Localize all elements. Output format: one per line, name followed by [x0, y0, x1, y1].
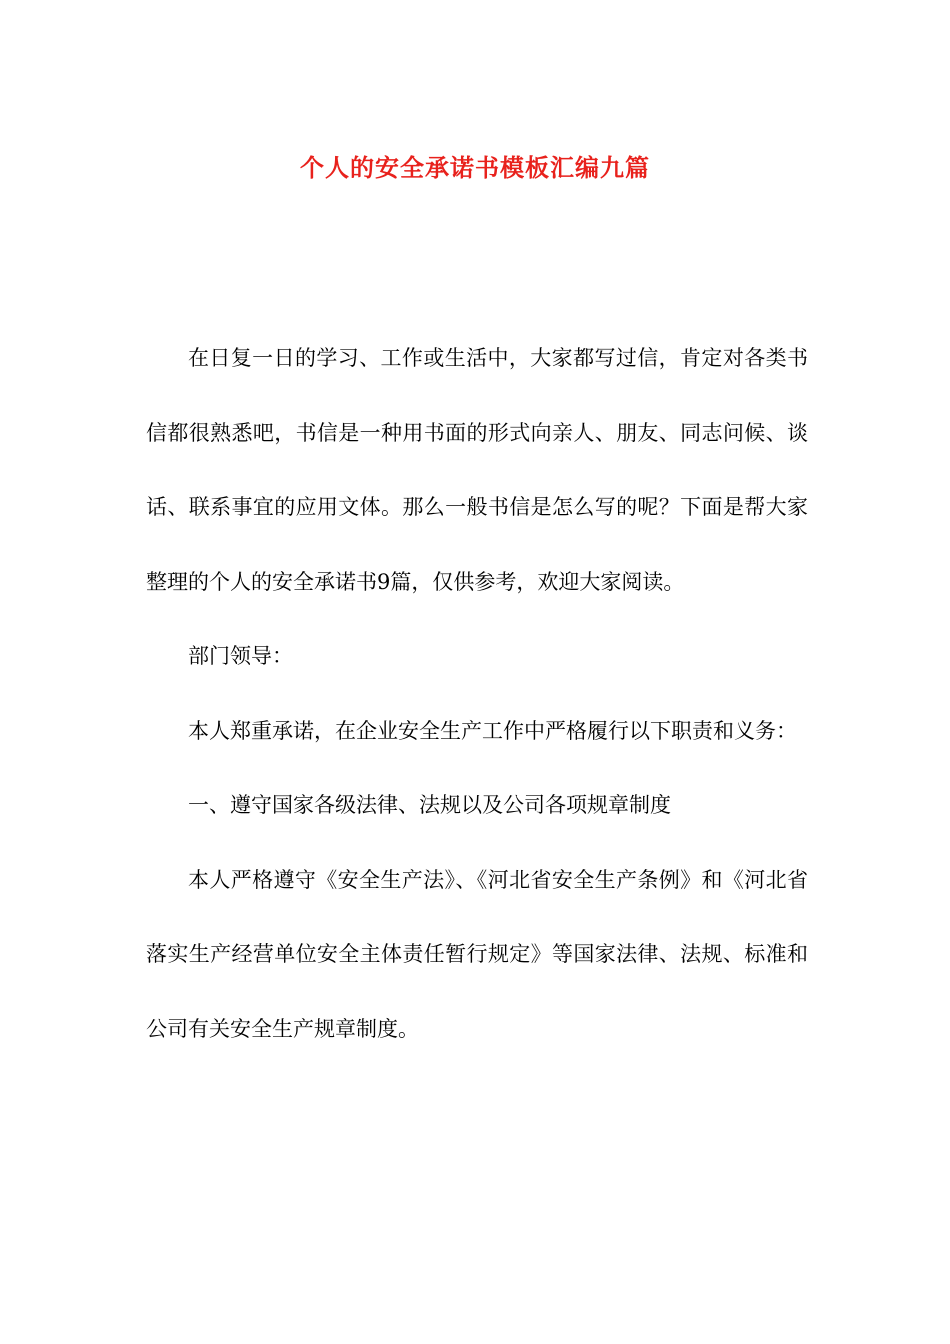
commitment-paragraph: 本人郑重承诺，在企业安全生产工作中严格履行以下职责和义务： — [188, 718, 797, 743]
salutation: 部门领导： — [188, 644, 293, 668]
section-heading: 一、遵守国家各级法律、法规以及公司各项规章制度 — [188, 793, 671, 817]
section-paragraph: 本人严格遵守《安全生产法》、《河北省安全生产条例》和《河北省落实生产经营单位安全主体责任暂行规定》等国家法律、法规、标准和公司有关安全生产规章制度。 — [146, 867, 808, 1041]
intro-paragraph: 在日复一日的学习、工作或生活中，大家都写过信，肯定对各类书信都很熟悉吧，书信是一种用书面的形式向亲人、朋友、同志问候、谈话、联系事宜的应用文体。那么一般书信是怎么写的呢？下面是帮大家整理的个人的安全承诺书9篇，仅供参考，欢迎大家阅读。 — [146, 346, 808, 594]
document-body — [146, 321, 808, 1066]
document-title: 个人的安全承诺书模板汇编九篇 — [300, 153, 650, 183]
